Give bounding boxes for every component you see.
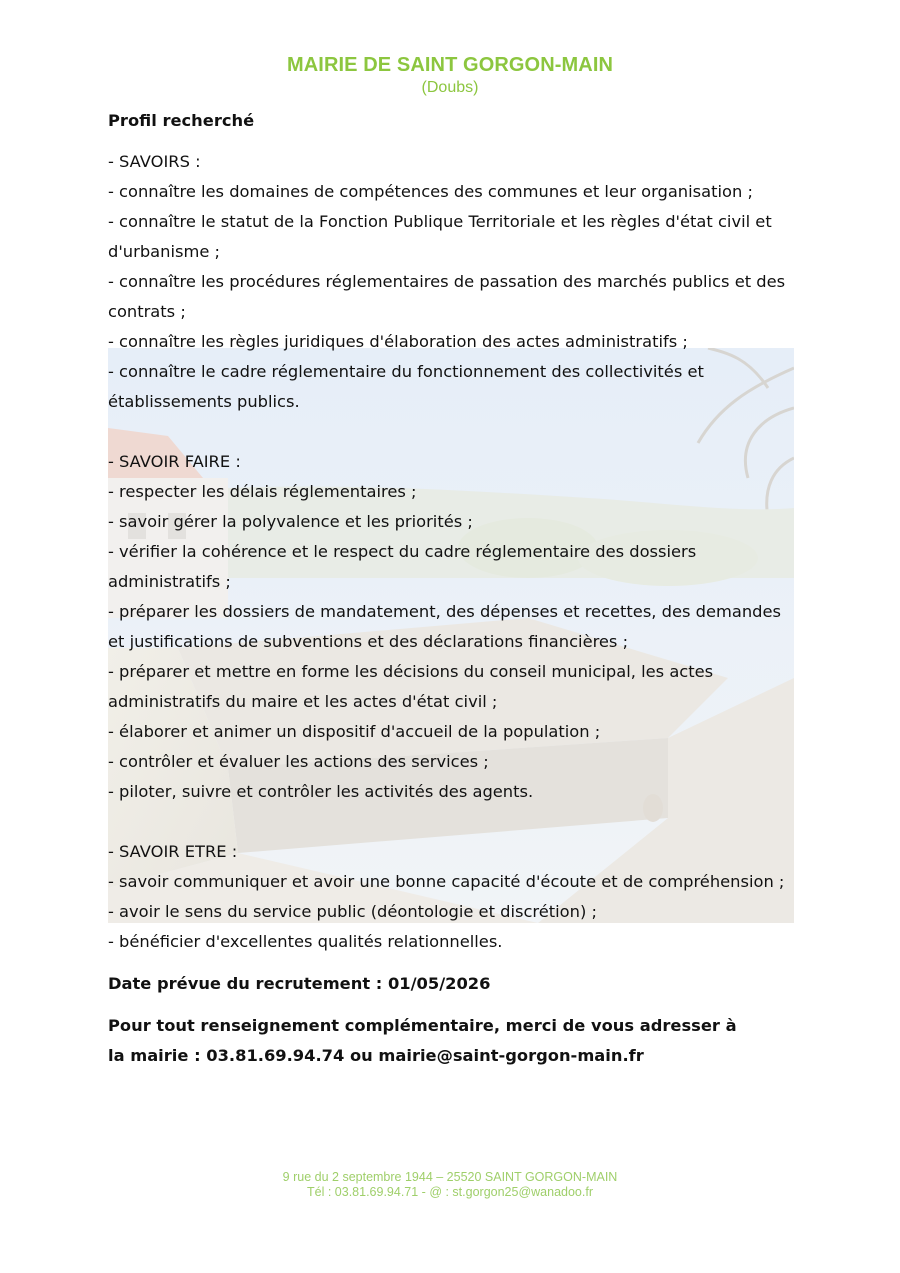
savoir-faire-item: - respecter les délais réglementaires ; bbox=[108, 482, 417, 501]
savoir-faire-item: - vérifier la cohérence et le respect du cadre réglementaire des dossiers administratifs ; bbox=[108, 542, 697, 591]
section-spacer bbox=[108, 807, 798, 837]
mairie-title: MAIRIE DE SAINT GORGON-MAIN bbox=[286, 54, 614, 76]
savoir-faire-title: - SAVOIR FAIRE : bbox=[108, 452, 241, 471]
savoir-etre-item: - avoir le sens du service public (déontologie et discrétion) ; bbox=[108, 902, 597, 921]
savoir-faire-item: - préparer et mettre en forme les décisions du conseil municipal, les actes administratifs du maire et les actes d'état civil ; bbox=[108, 662, 714, 711]
savoir-faire-section bbox=[108, 447, 798, 807]
savoir-etre-title: - SAVOIR ETRE : bbox=[108, 842, 238, 861]
profile-heading: Profil recherché bbox=[108, 111, 255, 130]
job-profile-content bbox=[108, 106, 798, 1071]
savoirs-item: - connaître les domaines de compétences des communes et leur organisation ; bbox=[108, 182, 753, 201]
savoirs-item: - connaître le statut de la Fonction Publique Territoriale et les règles d'état civil et d'urbanisme ; bbox=[108, 212, 772, 261]
savoirs-title: - SAVOIRS : bbox=[108, 152, 201, 171]
page-footer bbox=[0, 1170, 900, 1200]
savoir-faire-item: - piloter, suivre et contrôler les activités des agents. bbox=[108, 782, 534, 801]
savoir-faire-item: - savoir gérer la polyvalence et les priorités ; bbox=[108, 512, 473, 531]
savoir-etre-item: - bénéficier d'excellentes qualités relationnelles. bbox=[108, 932, 503, 951]
savoir-faire-item: - élaborer et animer un dispositif d'accueil de la population ; bbox=[108, 722, 601, 741]
savoir-etre-item: - savoir communiquer et avoir une bonne capacité d'écoute et de compréhension ; bbox=[108, 872, 785, 891]
recruitment-date: Date prévue du recrutement : 01/05/2026 bbox=[108, 974, 491, 993]
page-header bbox=[0, 52, 900, 98]
savoir-faire-item: - préparer les dossiers de mandatement, des dépenses et recettes, des demandes et justifications de subventions et des déclarations financières ; bbox=[108, 602, 782, 651]
contact-information: Pour tout renseignement complémentaire, merci de vous adresser à la mairie : 03.81.69.94.74 ou mairie@saint-gorgon-main.fr bbox=[108, 1016, 737, 1065]
savoirs-item: - connaître les procédures réglementaires de passation des marchés publics et des contrats ; bbox=[108, 272, 786, 321]
department-subtitle: (Doubs) bbox=[421, 79, 479, 96]
savoirs-item: - connaître les règles juridiques d'élaboration des actes administratifs ; bbox=[108, 332, 688, 351]
savoir-faire-item: - contrôler et évaluer les actions des services ; bbox=[108, 752, 489, 771]
savoirs-item: - connaître le cadre réglementaire du fonctionnement des collectivités et établissements publics. bbox=[108, 362, 704, 411]
footer-address: 9 rue du 2 septembre 1944 – 25520 SAINT GORGON-MAIN bbox=[282, 1170, 618, 1184]
section-spacer bbox=[108, 417, 798, 447]
savoirs-section bbox=[108, 147, 798, 417]
savoir-etre-section bbox=[108, 837, 798, 957]
footer-contact: Tél : 03.81.69.94.71 - @ : st.gorgon25@wanadoo.fr bbox=[307, 1185, 593, 1199]
